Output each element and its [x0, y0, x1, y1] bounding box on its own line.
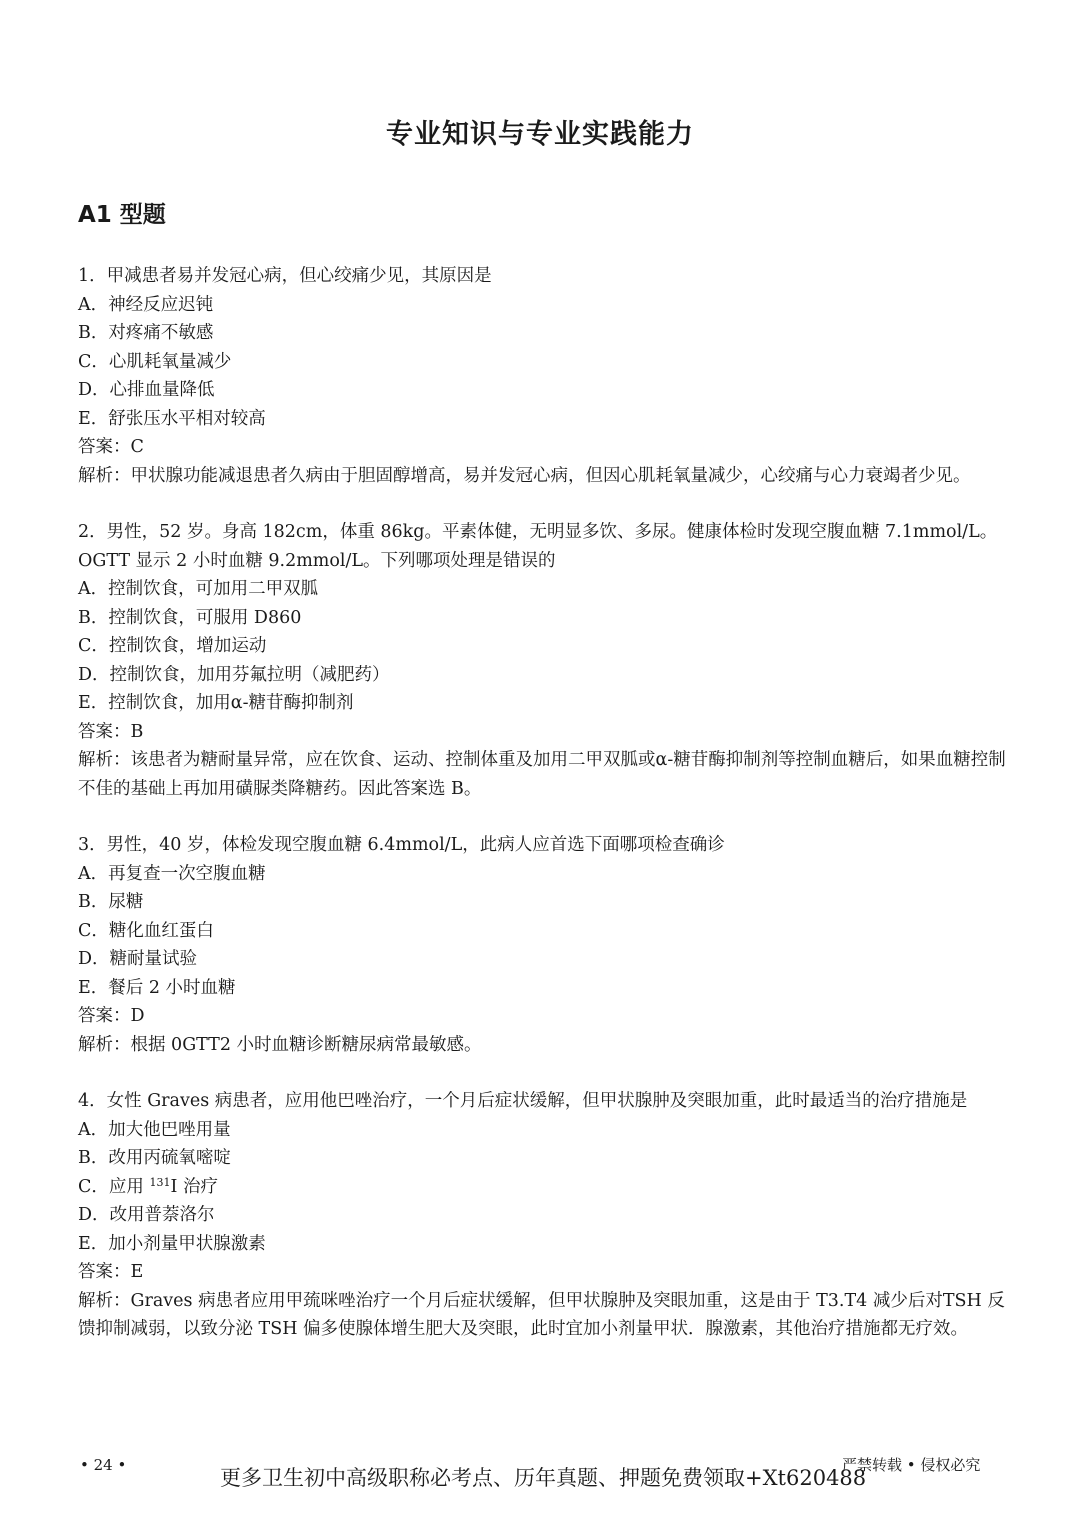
- option-d: D．改用普萘洛尔: [78, 1205, 215, 1225]
- option-e: E．舒张压水平相对较高: [78, 408, 266, 429]
- question-stem: 3．男性，40 岁，体检发现空腹血糖 6.4mmol/L，此病人应首选下面哪项检查确诊: [78, 835, 725, 855]
- option-c: C．糖化血红蛋白: [78, 920, 214, 941]
- option-d: D．糖耐量试验: [78, 949, 198, 969]
- option-c: C．心肌耗氧量减少: [78, 351, 232, 372]
- analysis: 解析：根据 0GTT2 小时血糖诊断糖尿病常最敏感。: [78, 1034, 482, 1055]
- analysis: 解析：该患者为糖耐量异常，应在饮食、运动、控制体重及加用二甲双胍或α-糖苷酶抑制剂等控制血糖后，如果血糖控制不佳的基础上再加用磺脲类降糖药。因此答案选 B。: [78, 750, 1006, 799]
- page-title: 专业知识与专业实践能力: [386, 119, 694, 150]
- question-stem: 1．甲减患者易并发冠心病，但心绞痛少见，其原因是: [78, 266, 492, 286]
- answer: 答案：B: [78, 721, 144, 742]
- option-c-tail: I 治疗: [170, 1176, 218, 1197]
- option-e: E．餐后 2 小时血糖: [78, 977, 236, 998]
- option-e: E．加小剂量甲状腺激素: [78, 1233, 266, 1254]
- option-b: B．尿糖: [78, 892, 144, 912]
- analysis: 解析：Graves 病患者应用甲巯咪唑治疗一个月后症状缓解，但甲状腺肿及突眼加重，这是由于 T3.T4 减少后对TSH 反馈抑制减弱，以致分泌 TSH 偏多使腺体增生肥大及突眼，此时宜加小剂量甲状．腺激素，其他治疗措施都无疗效。: [78, 1290, 1005, 1339]
- option-c-label: C．应用: [78, 1176, 144, 1197]
- answer: 答案：C: [78, 437, 144, 457]
- option-c-superscript: 131: [149, 1175, 171, 1189]
- option-a: A．神经反应迟钝: [78, 294, 214, 315]
- question-list: [78, 262, 1008, 1372]
- question-stem: 4．女性 Graves 病患者，应用他巴唑治疗，一个月后症状缓解，但甲状腺肿及突眼加重，此时最适当的治疗措施是: [78, 1091, 968, 1111]
- copyright-notice: 严禁转载 • 侵权必究: [842, 1456, 981, 1474]
- analysis: 解析：甲状腺功能减退患者久病由于胆固醇增高，易并发冠心病，但因心肌耗氧量减少，心绞痛与心力衰竭者少见。: [78, 465, 971, 486]
- option-d: D．心排血量降低: [78, 380, 215, 400]
- footer-promo-text: 更多卫生初中高级职称必考点、历年真题、押题免费领取+Xt620488: [220, 1466, 867, 1490]
- section-heading: A1 型题: [78, 202, 166, 228]
- option-c: C．控制饮食，增加运动: [78, 636, 267, 656]
- question-4: [78, 1087, 1008, 1344]
- option-b: B．对疼痛不敏感: [78, 323, 214, 343]
- page-number: • 24 •: [80, 1456, 127, 1474]
- option-b: B．改用丙硫氧嘧啶: [78, 1148, 231, 1168]
- option-d: D．控制饮食，加用芬氟拉明（减肥药）: [78, 664, 390, 685]
- option-e: E．控制饮食，加用α-糖苷酶抑制剂: [78, 693, 354, 713]
- question-2: [78, 518, 1008, 803]
- option-a: A．控制饮食，可加用二甲双胍: [78, 579, 319, 599]
- answer: 答案：E: [78, 1262, 144, 1282]
- option-a: A．再复查一次空腹血糖: [78, 863, 266, 884]
- question-stem: 2．男性，52 岁。身高 182cm，体重 86kg。平素体健，无明显多饮、多尿。健康体检时发现空腹血糖 7.1mmol/L。OGTT 显示 2 小时血糖 9.2mmol/L。下列哪项处理是错误的: [78, 522, 998, 571]
- question-3: [78, 831, 1008, 1059]
- option-a: A．加大他巴唑用量: [78, 1119, 231, 1140]
- option-c: [78, 1173, 1008, 1202]
- question-1: [78, 262, 1008, 490]
- option-b: B．控制饮食，可服用 D860: [78, 607, 302, 628]
- answer: 答案：D: [78, 1006, 145, 1026]
